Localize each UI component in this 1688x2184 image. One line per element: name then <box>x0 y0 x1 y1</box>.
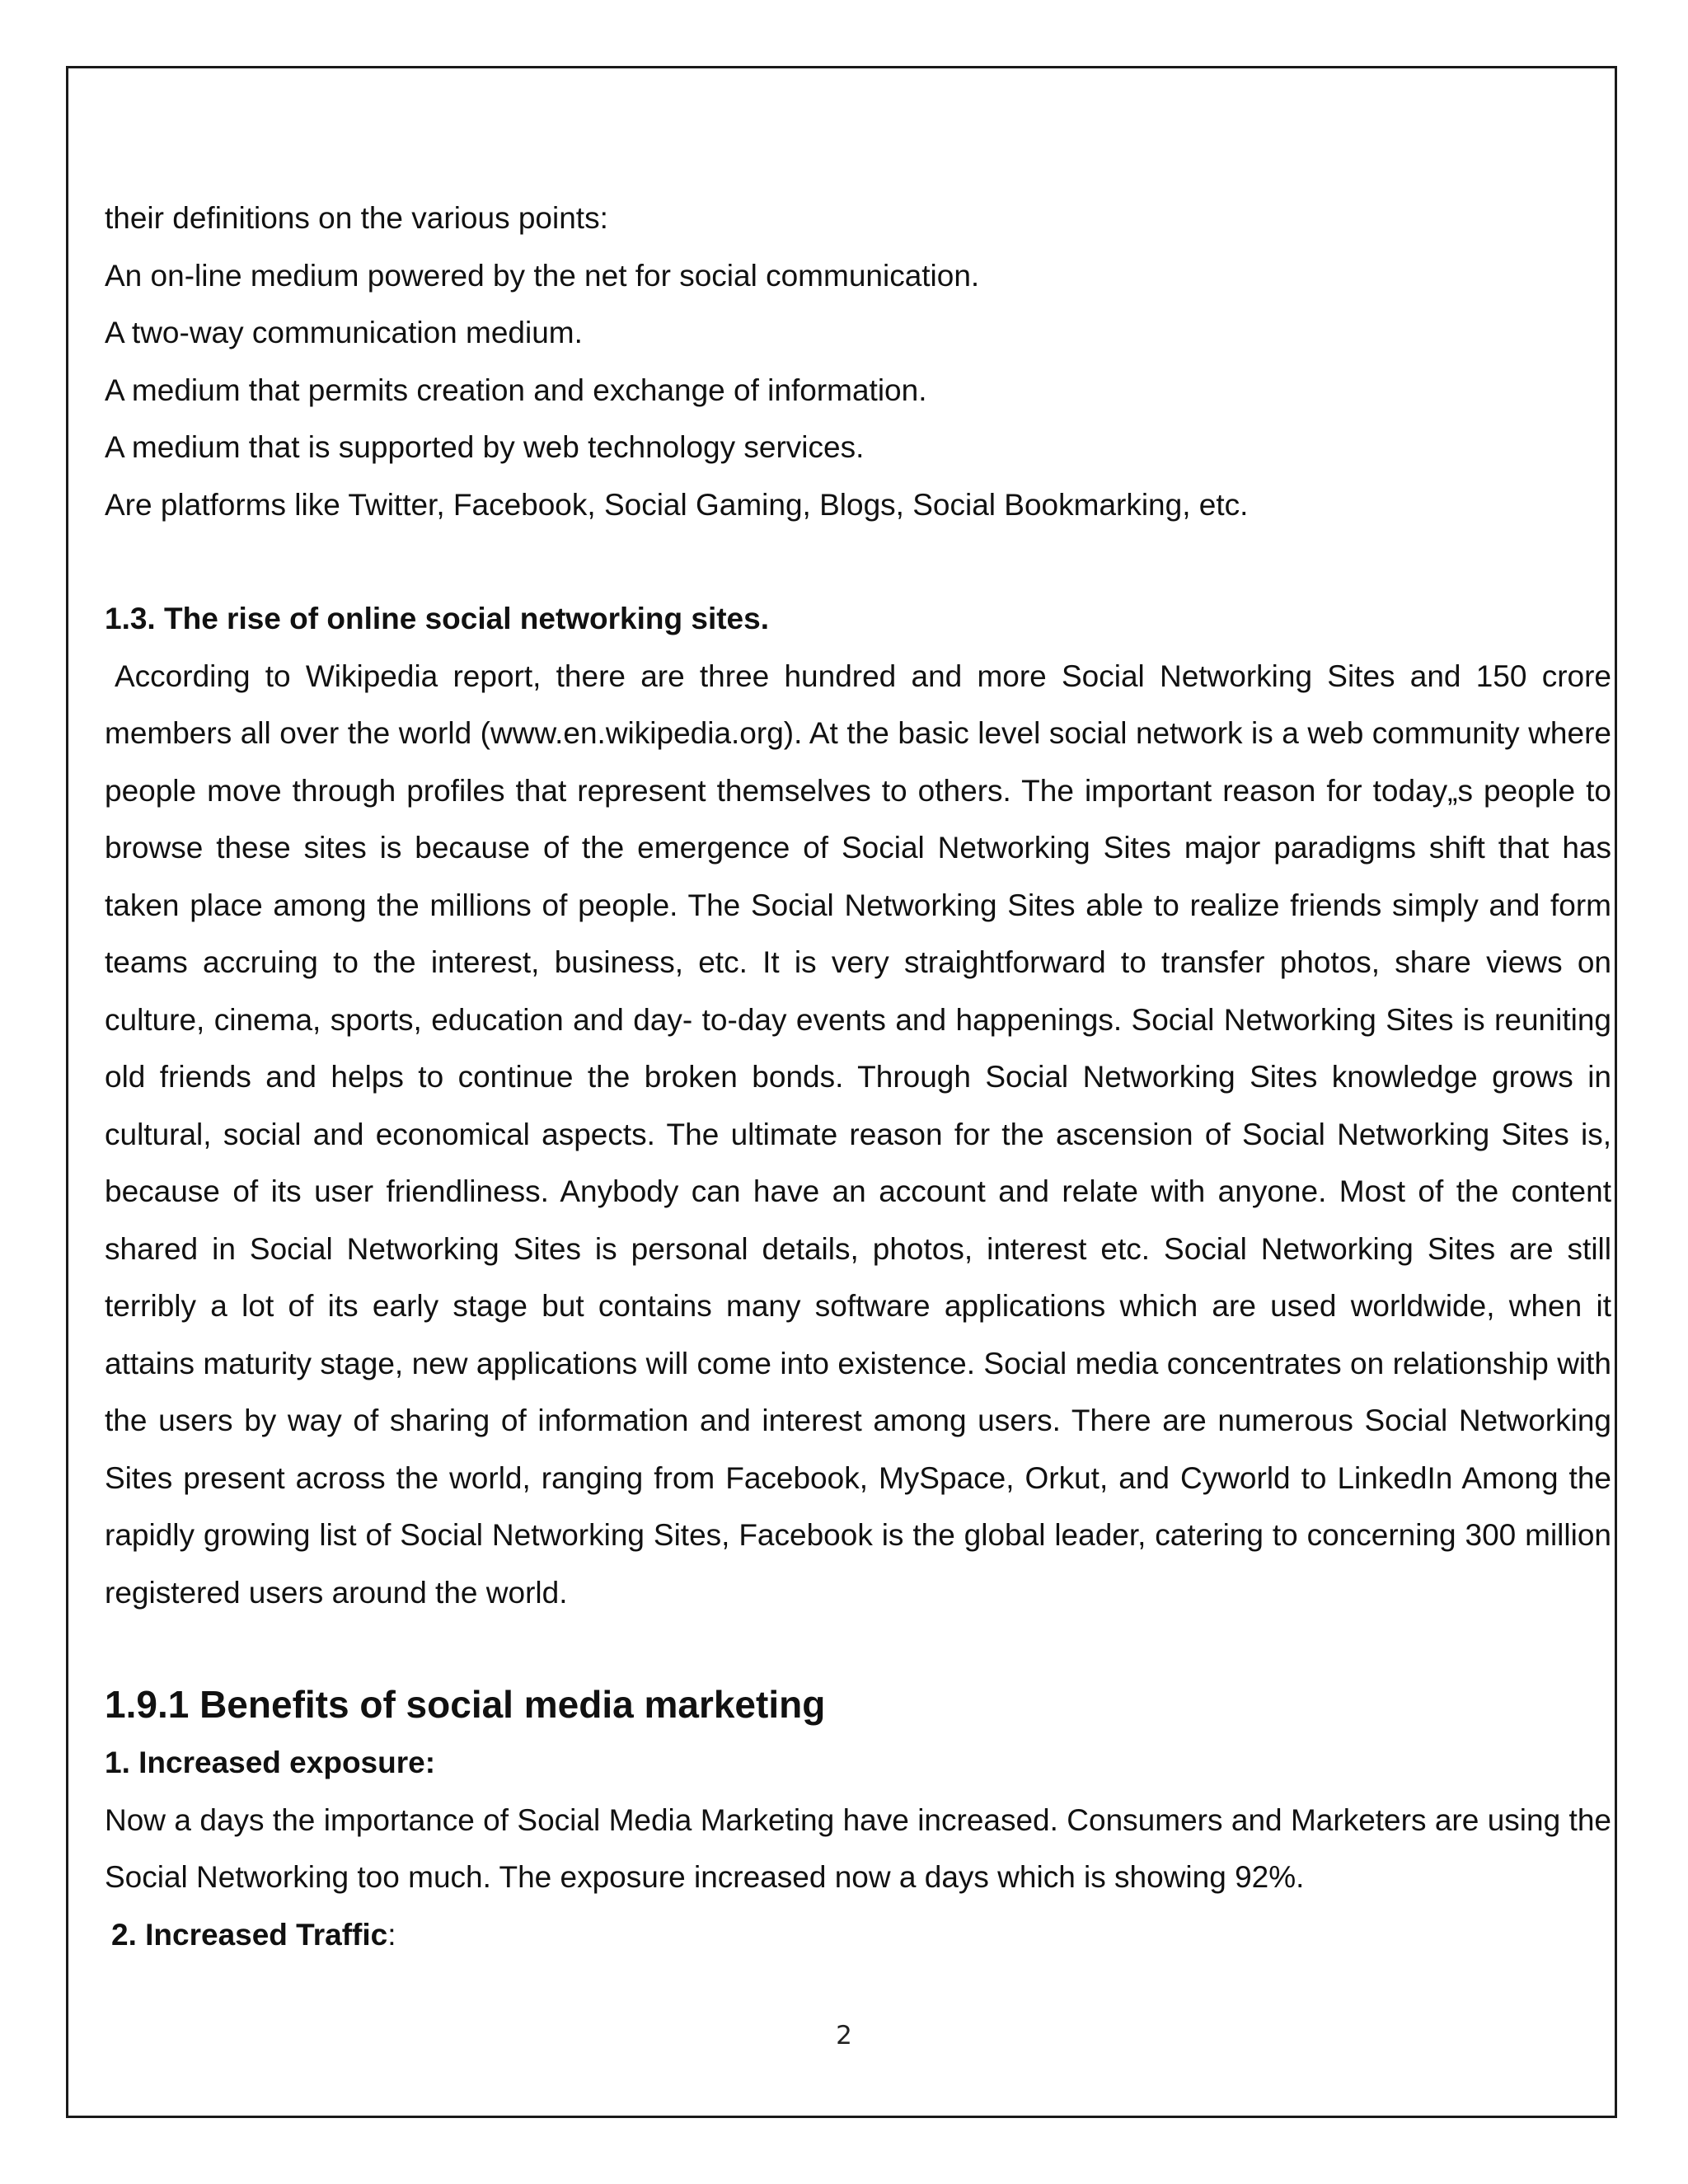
document-body <box>105 190 1611 1963</box>
item-2-heading: 2. Increased Traffic <box>111 1917 388 1952</box>
intro-line-2: An on-line medium powered by the net for social communication. <box>105 258 980 293</box>
intro-line-1: their definitions on the various points: <box>105 201 608 235</box>
spacer <box>105 1621 1611 1678</box>
item-1-text: Now a days the importance of Social Media Marketing have increased. Consumers and Marketers are using the Social Networking too much. The exposure increased now a days which is showing 92%. <box>105 1802 1611 1894</box>
section-1-9-1-heading: 1.9.1 Benefits of social media marketing <box>105 1683 826 1726</box>
section-1-3-heading: 1.3. The rise of online social networking sites. <box>105 602 769 635</box>
intro-line-3: A two-way communication medium. <box>105 316 583 349</box>
section-1-3-paragraph: According to Wikipedia report, there are three hundred and more Social Networking Sites and 150 crore members all over the world (www.en.wikipedia.org). At the basic level social network is a web community where people move through profiles that represent themselves to others. The important reason for today„s people to browse these sites is because of the emergence of Social Networking Sites major paradigms shift that has taken place among the millions of people. The Social Networking Sites able to realize friends simply and form teams accruing to the interest, business, etc. It is very straightforward to transfer photos, share views on culture, cinema, sports, education and day- to-day events and happenings. Social Networking Sites is reuniting old friends and helps to continue the broken bonds. Through Social Networking Sites knowledge grows in cultural, social and economical aspects. The ultimate reason for the ascension of Social Networking Sites is, because of its user friendliness. Anybody can have an account and relate with anyone. Most of the content shared in Social Networking Sites is personal details, photos, interest etc. Social Networking Sites are still terribly a lot of its early stage but contains many software applications which are used worldwide, when it attains maturity stage, new applications will come into existence. Social media concentrates on relationship with the users by way of sharing of information and interest among users. There are numerous Social Networking Sites present across the world, ranging from Facebook, MySpace, Orkut, and Cyworld to LinkedIn Among the rapidly growing list of Social Networking Sites, Facebook is the global leader, catering to concerning 300 million registered users around the world. <box>105 658 1611 1610</box>
item-2-colon: : <box>387 1917 396 1952</box>
spacer <box>105 533 1611 590</box>
item-2-heading-line <box>105 1906 1611 1964</box>
page-number: 2 <box>836 2021 852 2050</box>
item-1-heading: 1. Increased exposure: <box>105 1746 436 1779</box>
intro-line-4: A medium that permits creation and exchange of information. <box>105 373 927 407</box>
intro-line-5: A medium that is supported by web technology services. <box>105 430 865 464</box>
intro-line-6: Are platforms like Twitter, Facebook, Social Gaming, Blogs, Social Bookmarking, etc. <box>105 487 1249 522</box>
